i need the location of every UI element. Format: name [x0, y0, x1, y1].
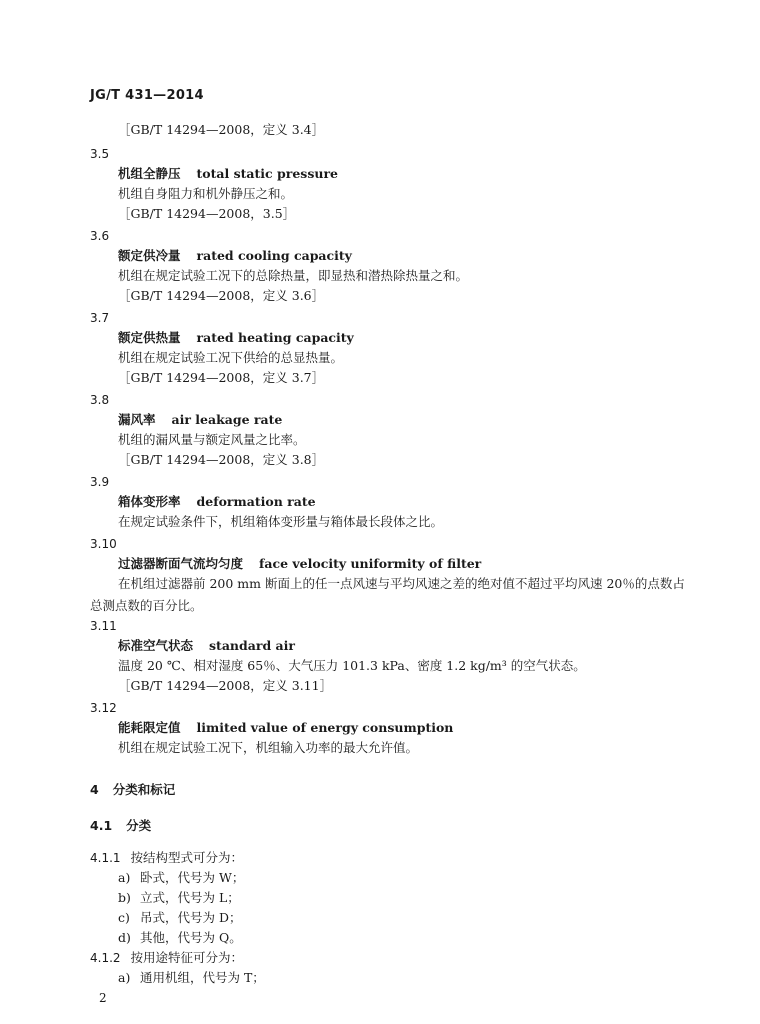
- definition: 机组在规定试验工况下供给的总显热量。: [118, 350, 344, 365]
- term-zh: 标准空气状态: [118, 638, 194, 653]
- definition: 在机组过滤器前 200 mm 断面上的任一点风速与平均风速之差的绝对值不超过平均风速 20％的点数占总测点数的百分比。: [90, 576, 685, 613]
- clause-number: 3.11: [90, 619, 117, 633]
- clause-number: 3.12: [90, 701, 117, 715]
- term-heading: [118, 166, 338, 182]
- term-en: air leakage rate: [171, 412, 283, 427]
- term-en: rated cooling capacity: [196, 248, 352, 263]
- clause-number: 3.7: [90, 311, 110, 325]
- list-label: a): [118, 870, 131, 885]
- term-en: rated heating capacity: [196, 330, 354, 345]
- term-en: standard air: [209, 638, 295, 653]
- definition: 机组在规定试验工况下的总除热量，即显热和潜热除热量之和。: [118, 268, 469, 283]
- clause-number: 4.1.2: [90, 951, 121, 965]
- term-zh: 过滤器断面气流均匀度: [118, 556, 244, 571]
- standard-header: JG/T 431—2014: [90, 88, 204, 103]
- list-item: [118, 910, 242, 926]
- term-en: total static pressure: [196, 166, 338, 181]
- term-zh: 额定供热量: [118, 330, 181, 345]
- reference: ［GB/T 14294—2008，定义 3.7］: [118, 370, 325, 385]
- term-heading: [118, 494, 316, 510]
- list-text: 立式，代号为 L；: [140, 890, 240, 905]
- term-heading: [118, 638, 295, 654]
- clause-number: 3.5: [90, 147, 110, 161]
- term-heading: [118, 720, 453, 736]
- list-item: [118, 970, 265, 986]
- definition: 机组在规定试验工况下，机组输入功率的最大允许值。: [118, 740, 419, 755]
- reference: ［GB/T 14294—2008，定义 3.4］: [118, 122, 325, 137]
- list-item: [118, 870, 244, 886]
- term-heading: [118, 412, 282, 428]
- clause-text: 按结构型式可分为：: [130, 850, 244, 865]
- section-title: 分类: [126, 818, 152, 833]
- reference: ［GB/T 14294—2008，定义 3.8］: [118, 452, 325, 467]
- subsection-heading: [90, 818, 151, 834]
- clause-number: 3.8: [90, 393, 110, 407]
- term-en: face velocity uniformity of filter: [259, 556, 482, 571]
- list-item: [118, 890, 240, 906]
- term-zh: 漏风率: [118, 412, 156, 427]
- list-text: 其他，代号为 Q。: [140, 930, 242, 945]
- list-label: c): [118, 910, 130, 925]
- reference: ［GB/T 14294—2008，定义 3.11］: [118, 678, 333, 693]
- term-zh: 箱体变形率: [118, 494, 181, 509]
- term-heading: [118, 330, 354, 346]
- term-zh: 机组全静压: [118, 166, 181, 181]
- definition: 温度 20 ℃、相对湿度 65％、大气压力 101.3 kPa、密度 1.2 kg/m³ 的空气状态。: [118, 658, 586, 673]
- page-number: 2: [99, 991, 107, 1005]
- list-label: a): [118, 970, 131, 985]
- clause-number: 4.1.1: [90, 851, 121, 865]
- clause-line: [90, 850, 243, 866]
- term-zh: 额定供冷量: [118, 248, 181, 263]
- term-en: limited value of energy consumption: [196, 720, 454, 735]
- term-heading: [118, 248, 352, 264]
- clause-number: 3.6: [90, 229, 110, 243]
- term-heading: [118, 556, 481, 572]
- reference: ［GB/T 14294—2008，3.5］: [118, 206, 296, 221]
- reference: ［GB/T 14294—2008，定义 3.6］: [118, 288, 325, 303]
- section-number: 4: [90, 782, 99, 797]
- list-label: b): [118, 890, 131, 905]
- list-item: [118, 930, 242, 946]
- list-text: 吊式，代号为 D；: [140, 910, 242, 925]
- clause-line: [90, 950, 243, 966]
- definition: 在规定试验条件下，机组箱体变形量与箱体最长段体之比。: [118, 514, 444, 529]
- definition: 机组的漏风量与额定风量之比率。: [118, 432, 306, 447]
- list-label: d): [118, 930, 131, 945]
- list-text: 卧式，代号为 W；: [140, 870, 245, 885]
- clause-number: 3.10: [90, 537, 117, 551]
- definition: 机组自身阻力和机外静压之和。: [118, 186, 294, 201]
- term-zh: 能耗限定值: [118, 720, 181, 735]
- section-heading: [90, 782, 175, 798]
- clause-text: 按用途特征可分为：: [130, 950, 244, 965]
- clause-number: 3.9: [90, 475, 110, 489]
- list-text: 通用机组，代号为 T；: [140, 970, 265, 985]
- term-en: deformation rate: [196, 494, 316, 509]
- section-title: 分类和标记: [112, 782, 176, 797]
- section-number: 4.1: [90, 818, 113, 833]
